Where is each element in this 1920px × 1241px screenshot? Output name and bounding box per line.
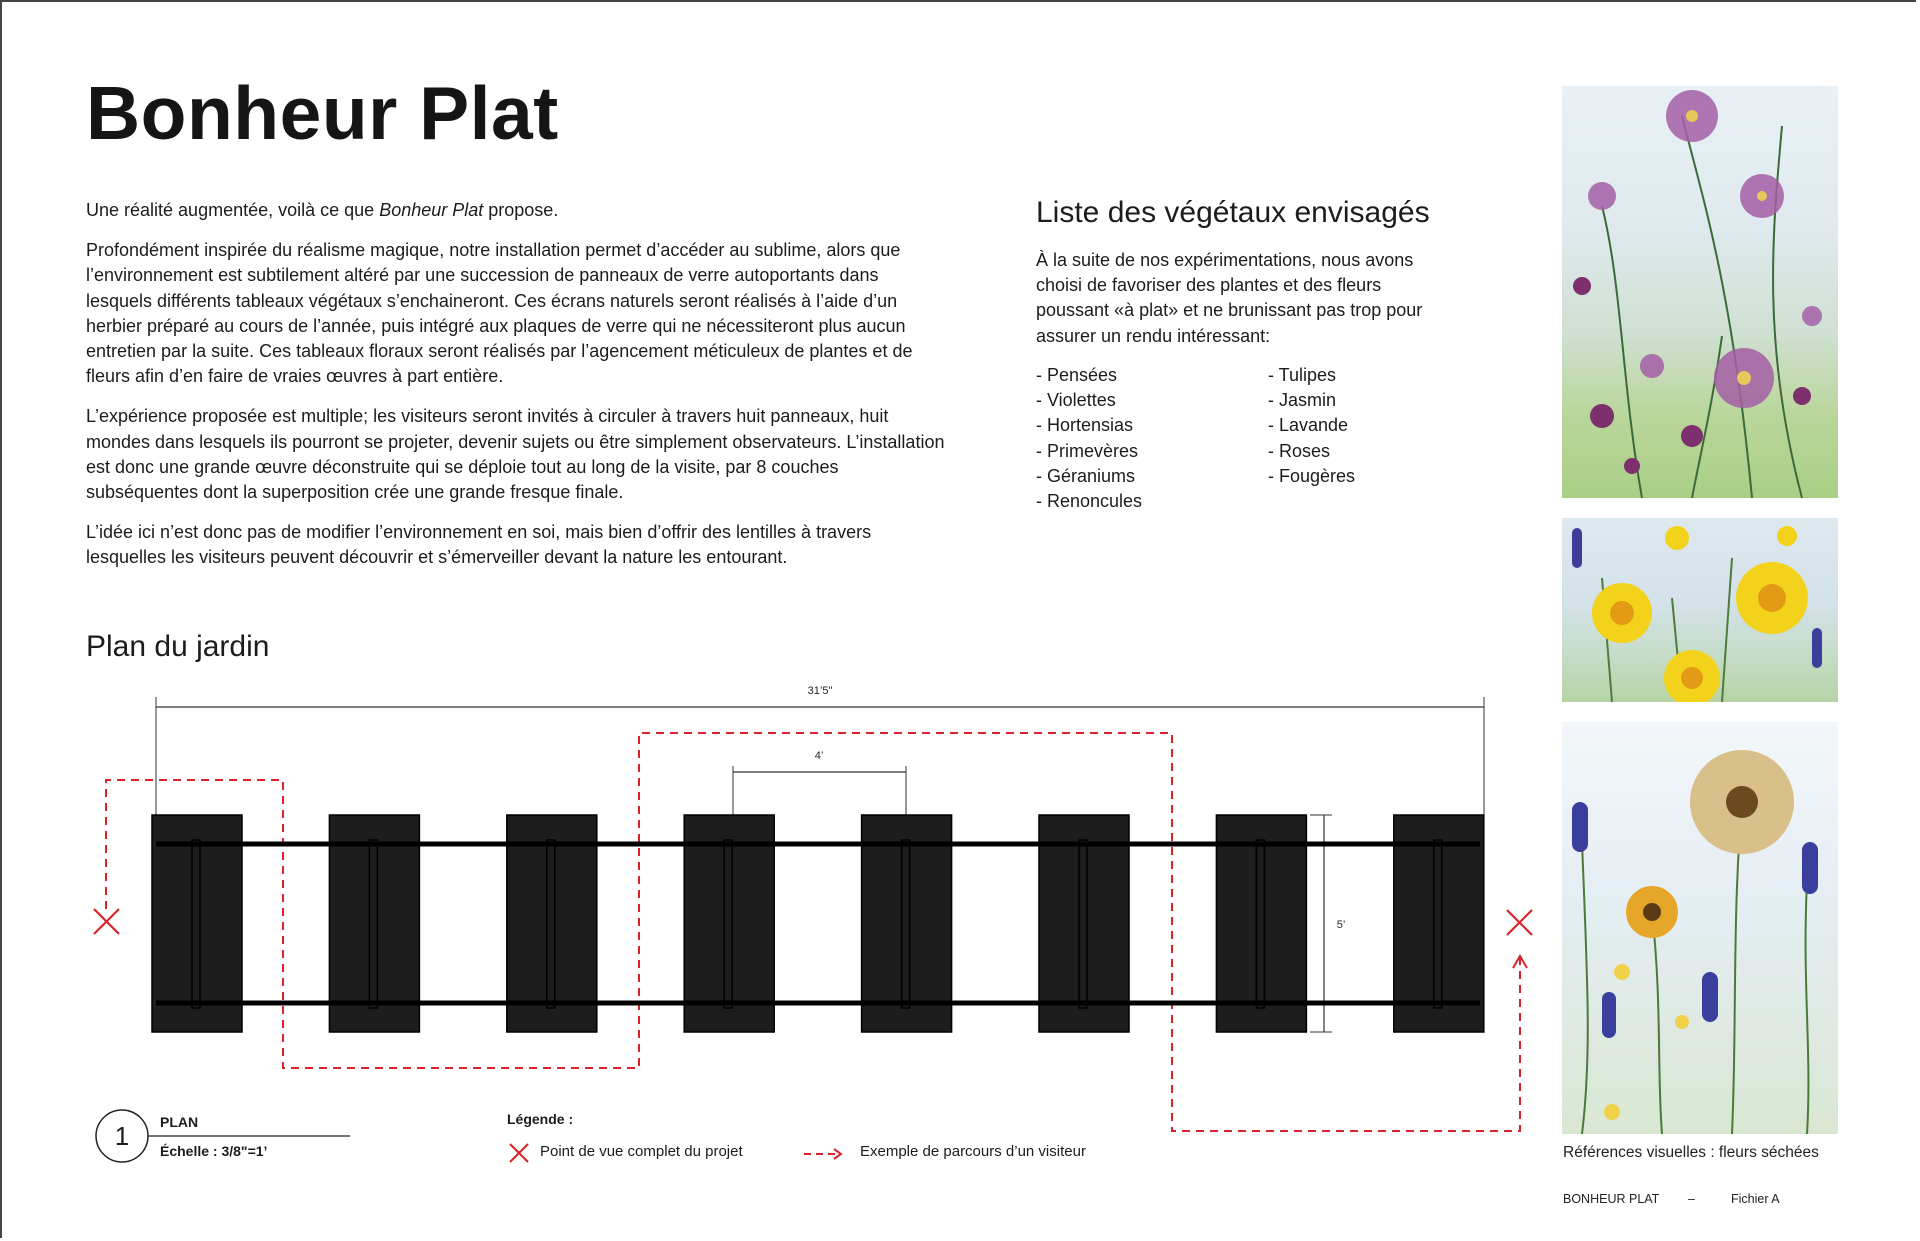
glass-panel (1394, 815, 1484, 1032)
legend-dashed-arrow-icon (804, 1149, 841, 1159)
glass-panel (329, 815, 419, 1032)
plant-item: - Jasmin (1268, 390, 1337, 411)
legend-path-label: Exemple de parcours d’un visiteur (860, 1143, 1086, 1160)
glass-panel (152, 815, 242, 1032)
dimension-height-label: 5’ (1336, 919, 1346, 931)
intro-p1-after: propose. (483, 200, 559, 220)
page-title: Bonheur Plat (86, 71, 559, 155)
plant-item: - Fougères (1268, 465, 1356, 486)
footer-file: Fichier A (1731, 1192, 1780, 1206)
reference-photo-cosmos (1562, 86, 1838, 498)
legend-cross-icon (510, 1144, 528, 1162)
plants-intro: À la suite de nos expérimentations, nous avons choisi de favoriser des plantes et des fleurs poussant «à plat» et ne brunissant pas trop pour assurer un rendu intéressant: (1036, 250, 1423, 346)
plant-item: - Lavande (1268, 415, 1349, 436)
intro-p1-emphasis: Bonheur Plat (379, 200, 484, 220)
glass-panel (684, 815, 774, 1032)
viewpoint-cross-left (94, 909, 119, 934)
intro-paragraph-3: L’expérience proposée est multiple; les visiteurs seront invités à circuler à travers huit panneaux, huit mondes dans lesquels ils pourront se projeter, devenir sujets ou être simplement observateurs. L’installation est donc une grande œuvre déconstruite qui se déploie tout au long de la visite, par 8 couches subséquentes dont la superposition crée une grande fresque finale. (86, 406, 945, 503)
plan-label: PLAN (160, 1114, 199, 1130)
dimension-total-label: 31’5" (807, 685, 833, 697)
legend-title: Légende : (507, 1111, 574, 1127)
plant-item: - Roses (1268, 440, 1331, 461)
reference-photo-daisy (1562, 722, 1838, 1134)
dimension-spacing-label: 4’ (814, 750, 824, 762)
glass-panel (507, 815, 597, 1032)
plant-item: - Tulipes (1268, 365, 1337, 385)
glass-panel (862, 815, 952, 1032)
visitor-path (106, 733, 1520, 1131)
plant-item: - Hortensias (1036, 415, 1134, 436)
plan-title: Plan du jardin (86, 630, 270, 663)
footer-separator: – (1688, 1192, 1695, 1206)
reference-photo-daffodils (1562, 518, 1838, 702)
references-caption: Références visuelles : fleurs séchées (1563, 1144, 1819, 1161)
plant-item: - Pensées (1036, 365, 1118, 385)
plant-item: - Renoncules (1036, 491, 1143, 512)
plant-item: - Géraniums (1036, 465, 1136, 486)
intro-paragraph-4: L’idée ici n’est donc pas de modifier l’environnement en soi, mais bien d’offrir des lentilles à travers lesquelles les visiteurs peuvent découvrir et s’émerveiller devant la nature les entourant. (86, 522, 872, 568)
viewpoint-cross-right (1507, 910, 1532, 935)
glass-panel (1216, 815, 1306, 1032)
intro-paragraph-2: Profondément inspirée du réalisme magique, notre installation permet d’accéder au sublime, alors que l’environnement est subtilement altéré par une succession de panneaux de verre autoportants dans lesquels différents tableaux végétaux s’enchaineront. Ces écrans naturels seront réalisés à l’aide d’un herbier préparé au cours de l’année, puis intégré aux plaques de verre qui ne nécessiteront plus aucun entretien par la suite. Ces tableaux floraux seront réalisés par l’agencement méticuleux de plantes et de fleurs afin d’en faire de vraies œuvres à part entière. (86, 240, 913, 387)
plant-item: - Violettes (1036, 390, 1116, 411)
plant-item: - Primevères (1036, 440, 1139, 461)
plants-title: Liste des végétaux envisagés (1036, 196, 1430, 229)
plan-number: 1 (114, 1121, 130, 1151)
glass-panels (152, 815, 1484, 1032)
legend-viewpoint-label: Point de vue complet du projet (540, 1143, 743, 1160)
intro-p1-before: Une réalité augmentée, voilà ce que (86, 200, 380, 220)
footer-title: BONHEUR PLAT (1563, 1192, 1660, 1206)
glass-panel (1039, 815, 1129, 1032)
scale-label: Échelle : 3/8"=1’ (160, 1143, 268, 1159)
